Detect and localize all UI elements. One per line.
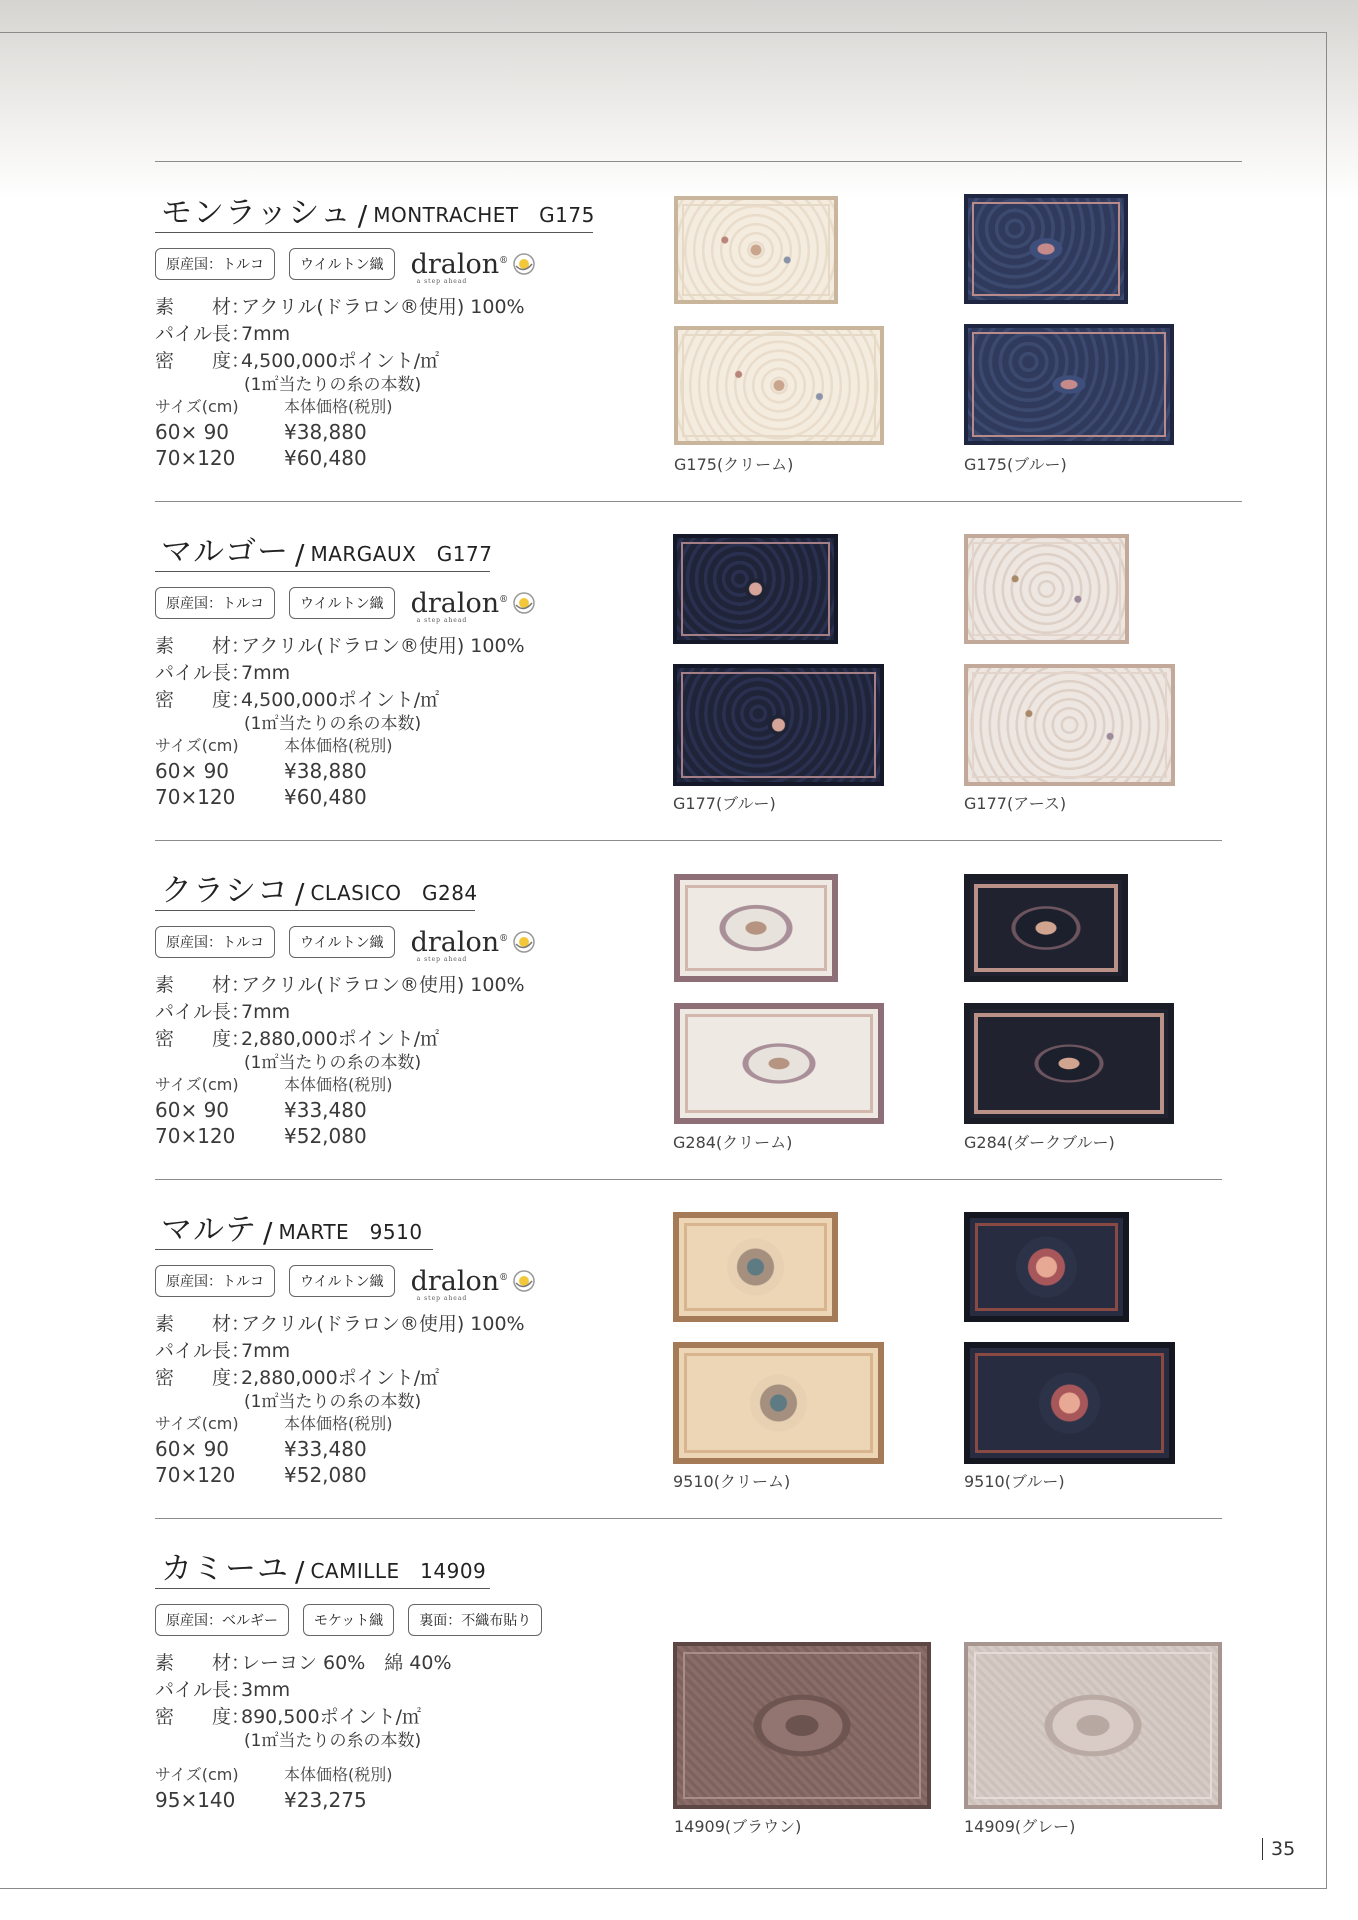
spec-label: 密 度：: [155, 350, 251, 372]
feature-tag: ウイルトン織: [289, 587, 395, 619]
divider: [155, 161, 1242, 162]
title-separator: /: [295, 538, 305, 571]
product-name-jp: マルテ: [161, 1212, 257, 1248]
spec-label: 密 度：: [155, 689, 251, 711]
tag-row: [155, 1265, 536, 1302]
title-separator: /: [263, 1216, 273, 1249]
logo-name: dralon: [410, 1265, 500, 1297]
size-header: サイズ(cm): [155, 1765, 239, 1784]
rug-image: [964, 1342, 1175, 1464]
spec-density: [155, 1024, 439, 1051]
title-separator: /: [295, 877, 305, 910]
variant-caption: G284(クリーム): [673, 1133, 793, 1152]
product-name-en: CLASICO G284: [310, 881, 478, 905]
spec-pile-length: [155, 1675, 290, 1702]
rug-image: [964, 324, 1174, 445]
dralon-logo: [410, 926, 537, 963]
spec-value: 2,880,000ポイント/㎡: [241, 1028, 440, 1050]
spec-pile-length: [155, 319, 290, 346]
logo-name: dralon: [410, 926, 500, 958]
spec-label: 素 材：: [155, 635, 251, 657]
product-name-jp: カミーユ: [161, 1551, 289, 1587]
price-value: ¥38,880: [284, 420, 367, 444]
spec-value: 7mm: [241, 1001, 291, 1023]
logo-tagline: a step ahead: [416, 616, 468, 624]
variant-caption: 9510(ブルー): [964, 1472, 1065, 1491]
spec-value: アクリル(ドラロン®使用) 100%: [241, 974, 525, 996]
logo-tagline: a step ahead: [416, 277, 468, 285]
variant-caption: 14909(グレー): [964, 1817, 1076, 1836]
spec-value: 7mm: [241, 662, 291, 684]
rug-image: [964, 534, 1129, 644]
logo-wordmark: [410, 1265, 509, 1302]
density-note: (1㎡当たりの糸の本数): [244, 714, 422, 734]
spec-label: 素 材：: [155, 296, 251, 318]
logo-registered-mark: ®: [499, 255, 509, 266]
logo-name: dralon: [410, 248, 500, 280]
spec-material: [155, 970, 525, 997]
rug-image: [673, 1212, 838, 1322]
feature-tag: ウイルトン織: [289, 248, 395, 280]
price-header: 本体価格(税別): [284, 736, 393, 755]
spec-pile-length: [155, 1336, 290, 1363]
feature-tag: 裏面：不織布貼り: [408, 1604, 542, 1636]
header-background: [0, 0, 1358, 200]
feature-tag: モケット織: [303, 1604, 394, 1636]
size-value: 60× 90: [155, 420, 230, 444]
price-value: ¥23,275: [284, 1788, 367, 1812]
spec-label: パイル長：: [155, 662, 251, 684]
product-name-en: MONTRACHET G175: [373, 203, 595, 227]
swirl-icon: [512, 252, 536, 276]
product-title: [155, 1205, 433, 1250]
spec-density: [155, 346, 439, 373]
spec-label: パイル長：: [155, 1340, 251, 1362]
size-value: 70×120: [155, 1124, 236, 1148]
dralon-logo: [410, 248, 537, 285]
logo-tagline: a step ahead: [416, 1294, 468, 1302]
product-name-en: MARGAUX G177: [310, 542, 493, 566]
product-title: [155, 188, 593, 233]
spec-density: [155, 685, 439, 712]
rug-image: [964, 1003, 1174, 1124]
spec-value: 7mm: [241, 1340, 291, 1362]
variant-caption: 14909(ブラウン): [674, 1817, 802, 1836]
spec-material: [155, 1648, 452, 1675]
variant-caption: G177(アース): [964, 794, 1067, 813]
tag-row: [155, 587, 536, 624]
spec-pile-length: [155, 997, 290, 1024]
product-name-jp: モンラッシュ: [161, 195, 352, 231]
title-separator: /: [295, 1555, 305, 1588]
tag-row: [155, 1604, 556, 1636]
spec-value: アクリル(ドラロン®使用) 100%: [241, 296, 525, 318]
rug-image: [964, 194, 1128, 304]
price-header: 本体価格(税別): [284, 1075, 393, 1094]
feature-tag: 原産国：トルコ: [155, 248, 275, 280]
variant-caption: G284(ダークブルー): [964, 1133, 1115, 1152]
variant-caption: G175(ブルー): [964, 455, 1067, 474]
spec-density: [155, 1363, 439, 1390]
size-header: サイズ(cm): [155, 397, 239, 416]
price-value: ¥60,480: [284, 785, 367, 809]
tag-row: [155, 926, 536, 963]
product-name-en: MARTE 9510: [278, 1220, 423, 1244]
spec-value: 4,500,000ポイント/㎡: [241, 350, 440, 372]
rug-image: [964, 874, 1128, 982]
size-value: 70×120: [155, 785, 236, 809]
rug-image: [673, 1642, 931, 1809]
spec-label: パイル長：: [155, 323, 251, 345]
rug-image: [674, 1003, 884, 1124]
spec-label: パイル長：: [155, 1679, 251, 1701]
feature-tag: 原産国：トルコ: [155, 926, 275, 958]
spec-material: [155, 292, 525, 319]
spec-label: 素 材：: [155, 1652, 251, 1674]
logo-wordmark: [410, 248, 509, 285]
price-header: 本体価格(税別): [284, 397, 393, 416]
spec-value: レーヨン 60% 綿 40%: [241, 1652, 452, 1674]
spec-label: 素 材：: [155, 974, 251, 996]
size-header: サイズ(cm): [155, 1414, 239, 1433]
feature-tag: ウイルトン織: [289, 1265, 395, 1297]
spec-label: 素 材：: [155, 1313, 251, 1335]
logo-registered-mark: ®: [499, 933, 509, 944]
logo-registered-mark: ®: [499, 1272, 509, 1283]
rug-image: [674, 326, 884, 445]
logo-name: dralon: [410, 587, 500, 619]
logo-registered-mark: ®: [499, 594, 509, 605]
rug-image: [673, 664, 884, 786]
spec-material: [155, 631, 525, 658]
variant-caption: 9510(クリーム): [673, 1472, 791, 1491]
spec-label: 密 度：: [155, 1028, 251, 1050]
density-note: (1㎡当たりの糸の本数): [244, 1053, 422, 1073]
size-value: 60× 90: [155, 1098, 230, 1122]
dralon-logo: [410, 1265, 537, 1302]
price-value: ¥52,080: [284, 1463, 367, 1487]
swirl-icon: [512, 591, 536, 615]
logo-tagline: a step ahead: [416, 955, 468, 963]
logo-wordmark: [410, 926, 509, 963]
spec-value: 7mm: [241, 323, 291, 345]
rug-image: [964, 1212, 1129, 1322]
spec-density: [155, 1702, 421, 1729]
density-note: (1㎡当たりの糸の本数): [244, 1731, 422, 1751]
product-name-en: CAMILLE 14909: [310, 1559, 487, 1583]
spec-value: アクリル(ドラロン®使用) 100%: [241, 635, 525, 657]
size-header: サイズ(cm): [155, 1075, 239, 1094]
size-header: サイズ(cm): [155, 736, 239, 755]
spec-material: [155, 1309, 525, 1336]
tag-row: [155, 248, 536, 285]
product-title: [155, 1544, 490, 1589]
price-header: 本体価格(税別): [284, 1414, 393, 1433]
spec-label: パイル長：: [155, 1001, 251, 1023]
rug-image: [673, 1342, 884, 1464]
product-name-jp: クラシコ: [161, 873, 289, 909]
spec-value: アクリル(ドラロン®使用) 100%: [241, 1313, 525, 1335]
price-value: ¥33,480: [284, 1098, 367, 1122]
rug-image: [674, 196, 838, 304]
size-value: 60× 90: [155, 759, 230, 783]
dralon-logo: [410, 587, 537, 624]
size-value: 60× 90: [155, 1437, 230, 1461]
page-number: 35: [1262, 1838, 1295, 1860]
spec-value: 890,500ポイント/㎡: [241, 1706, 421, 1728]
title-separator: /: [357, 199, 368, 232]
rug-image: [964, 1642, 1222, 1809]
price-header: 本体価格(税別): [284, 1765, 393, 1784]
price-value: ¥38,880: [284, 759, 367, 783]
spec-pile-length: [155, 658, 290, 685]
spec-value: 3mm: [241, 1679, 291, 1701]
feature-tag: 原産国：ベルギー: [155, 1604, 289, 1636]
rug-image: [674, 874, 838, 982]
size-value: 70×120: [155, 446, 236, 470]
rug-image: [673, 534, 838, 644]
size-value: 70×120: [155, 1463, 236, 1487]
logo-wordmark: [410, 587, 509, 624]
variant-caption: G177(ブルー): [673, 794, 776, 813]
swirl-icon: [512, 1269, 536, 1293]
feature-tag: 原産国：トルコ: [155, 587, 275, 619]
spec-value: 4,500,000ポイント/㎡: [241, 689, 440, 711]
product-title: [155, 866, 478, 911]
rug-image: [964, 664, 1175, 786]
product-title: [155, 527, 493, 572]
spec-label: 密 度：: [155, 1367, 251, 1389]
price-value: ¥60,480: [284, 446, 367, 470]
product-name-jp: マルゴー: [161, 534, 289, 570]
variant-caption: G175(クリーム): [674, 455, 794, 474]
spec-label: 密 度：: [155, 1706, 251, 1728]
density-note: (1㎡当たりの糸の本数): [244, 1392, 422, 1412]
spec-value: 2,880,000ポイント/㎡: [241, 1367, 440, 1389]
feature-tag: ウイルトン織: [289, 926, 395, 958]
density-note: (1㎡当たりの糸の本数): [244, 375, 422, 395]
price-value: ¥52,080: [284, 1124, 367, 1148]
size-value: 95×140: [155, 1788, 236, 1812]
feature-tag: 原産国：トルコ: [155, 1265, 275, 1297]
price-value: ¥33,480: [284, 1437, 367, 1461]
swirl-icon: [512, 930, 536, 954]
